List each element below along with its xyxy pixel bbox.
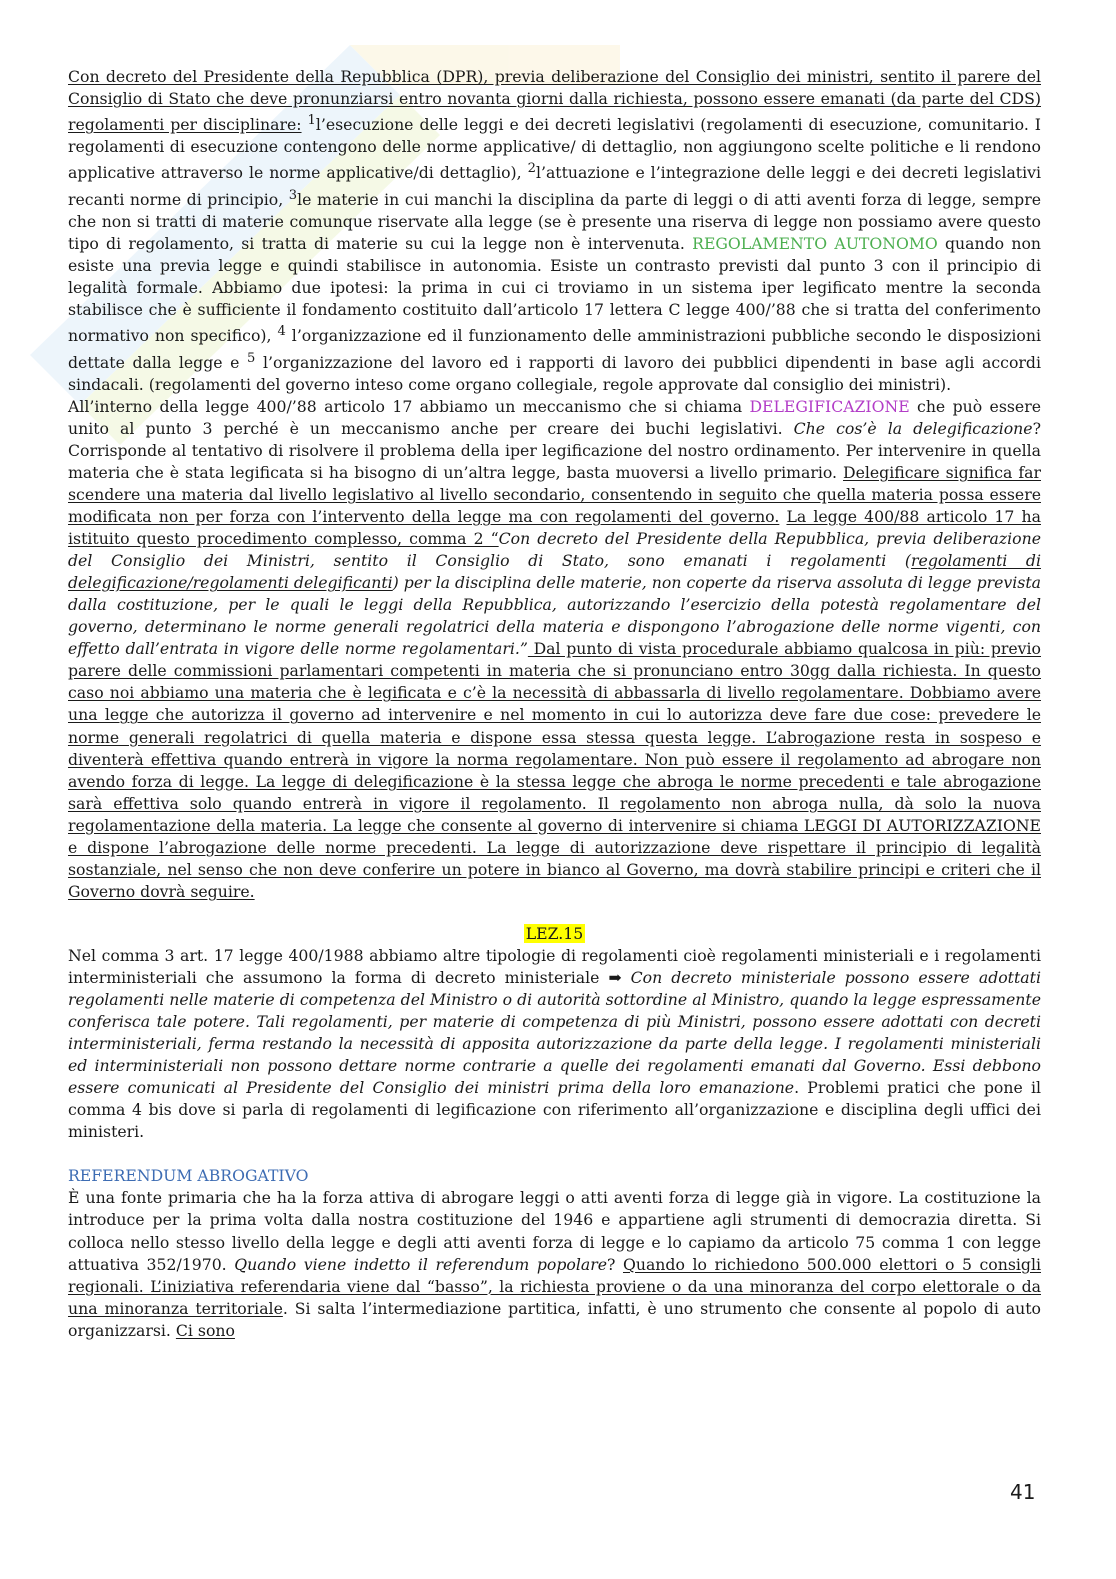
term-regolamento-autonomo: REGOLAMENTO AUTONOMO (692, 234, 938, 254)
text-run: ? (606, 1254, 616, 1274)
text-run: l’organizzazione ed il funzionamento delle amministrazioni pubbliche secondo le disposizioni dettate dalla legge e (68, 326, 1041, 372)
underlined-text: Ci sono (175, 1320, 235, 1340)
paragraph-delegificazione (68, 396, 1041, 903)
footnote-marker: 3 (288, 187, 298, 203)
question-italic: Quando viene indetto il referendum popolare (234, 1254, 607, 1274)
footnote-marker: 5 (247, 350, 256, 366)
footnote-marker: 4 (277, 324, 286, 340)
paragraph-regolamenti (68, 66, 1041, 396)
text-run: Nel comma 3 art. 17 legge 400/1988 abbiamo altre tipologie di regolamenti cioè regolamenti ministeriali e i regolamenti interministeriali che assumono la forma di decreto ministeriale (68, 945, 1041, 987)
footnote-marker: 1 (307, 113, 316, 129)
text-run: l’organizzazione del lavoro ed i rapporti di lavoro dei pubblici dipendenti in base agli accordi sindacali. (regolamenti del governo inteso come organo collegiale, regole approvate dal consiglio dei ministri). (68, 352, 1041, 394)
text-run: All’interno della legge 400/’88 articolo 17 abbiamo un meccanismo che si chiama (68, 396, 743, 416)
quote-italic: Con decreto del Presidente della Repubblica, previa deliberazione del Consiglio dei Ministri, sentito il Consiglio di Stato, sono emanati i regolamenti ( (68, 529, 1042, 571)
document-page (68, 66, 1041, 1342)
text-run: che può essere unito al punto 3 perché è un meccanismo anche per creare dei buchi legislativi. (68, 396, 1041, 438)
quote-italic-underlined: regolamenti di delegificazione/regolamenti delegificanti (68, 551, 1041, 593)
question-italic: delegificazione (913, 418, 1033, 438)
arrow-icon: ➡ (608, 968, 622, 987)
quote-italic: ) per la disciplina delle materie, non coperte da riserva assoluta di legge prevista dalla costituzione, per le quali le leggi della Repubblica, autorizzando l’esercizio della potestà regolamentare del governo, determinano le norme generali regolatrici della materia e dispongono l’abrogazione delle norme vigenti, con effetto dall’entrata in vigore delle norme regolamentari.” (68, 573, 1041, 659)
lesson-heading (68, 923, 1041, 945)
underlined-text: Dal punto di vista procedurale abbiamo qualcosa in più: previo parere delle commissioni parlamentari competenti in materia che si pronunciano entro 30gg dalla richiesta. In questo caso noi abbiamo una materia che è legificata e c’è la necessità di abbassarla di livello regolamentare. Dobbiamo avere una legge che autorizza il governo ad intervenire e nel momento in cui lo autorizza deve fare due cose: prevedere le norme generali regolatrici di quella materia e dispone essa stessa questa legge. L’abrogazione resta in sospeso e diventerà effettiva quando entrerà in vigore la norma regolamentare. Non può essere il regolamento ad abrogare non avendo forza di legge. La legge di delegificazione è la stessa legge che abroga le norme precedenti e tale abrogazione sarà effettiva solo quando entrerà in vigore il regolamento. Il regolamento non abroga nulla, dà solo la nuova regolamentazione della materia. La legge che consente al governo di intervenire si chiama LEGGI DI AUTORIZZAZIONE e dispone l’abrogazione delle norme precedenti. La legge di autorizzazione deve rispettare il principio di legalità sostanziale, nel senso che non deve conferire un potere in bianco al Governo, ma dovrà stabilire principi e criteri che il Governo dovrà seguire. (68, 639, 1041, 901)
term-delegificazione: DELEGIFICAZIONE (749, 396, 910, 416)
text-run: l’attuazione e l’integrazione delle leggi e dei decreti legislativi recanti norme di principio, (68, 163, 1041, 209)
paragraph-referendum (68, 1187, 1041, 1341)
underlined-text: Delegificare significa far scendere una materia dal livello legislativo al livello secondario, consentendo in seguito che quella materia possa essere modificata non per forza con l’intervento della legge ma con regolamenti del governo. (68, 462, 1041, 527)
text-run: quando non esiste una previa legge e quindi stabilisce in autonomia. Esiste un contrasto previsti dal punto 3 con il principio di legalità formale. Abbiamo due ipotesi: la prima in cui ci troviamo in un sistema iper legificato mentre la seconda stabilisce che è sufficiente il fondamento costituito dall’articolo 17 lettera C legge 400/’88 che si tratta del conferimento normativo non specifico), (68, 234, 1042, 346)
text-run: È una fonte primaria che ha la forza attiva di abrogare leggi o atti aventi forza di legge già in vigore. La costituzione la introduce per la prima volta dalla nostra costituzione del 1946 e appartiene agli strumenti di democrazia diretta. Si colloca nello stesso livello della legge e degli atti aventi forza di legge e lo capiamo da articolo 75 comma 1 con legge attuativa 352/1970. (68, 1188, 1041, 1274)
section-title-referendum: REFERENDUM ABROGATIVO (68, 1166, 309, 1186)
footnote-marker: 2 (527, 161, 536, 177)
underlined-text: Quando lo richiedono 500.000 elettori o 5 consigli regionali. L’iniziativa referendaria viene dal “basso”, la richiesta proviene o da una minoranza del corpo elettorale o da una minoranza territoriale (68, 1254, 1041, 1318)
text-run: le materie in cui manchi la disciplina da parte di leggi o di atti aventi forza di legge, sempre che non si tratti di materie comunque riservate alla legge (se è presente una riserva di legge non possiamo avere questo tipo di regolamento, si tratta di materie su cui la legge non è intervenuta. (68, 189, 1041, 254)
quote-italic: Con decreto ministeriale possono essere adottati regolamenti nelle materie di competenza del Ministro o di autorità sottordine al Ministro, quando la legge espressamente conferisca tale potere. Tali regolamenti, per materie di competenza di più Ministri, possono essere adottati con decreti interministeriali, ferma restando la necessità di apposita autorizzazione da parte della legge. I regolamenti ministeriali ed interministeriali non possono dettare norme contrarie a quelle dei regolamenti emanati dal Governo. Essi debbono essere comunicati al Presidente del Consiglio dei ministri prima della loro emanazione (68, 968, 1041, 1098)
text-run: l’esecuzione delle leggi e dei decreti legislativi (regolamenti di esecuzione, comunitario. I regolamenti di esecuzione contengono delle norme applicative/ di dettaglio, non aggiungono scelte politiche e li rendono applicative attraverso le norme applicative/di dettaglio), (68, 115, 1041, 183)
page-number: 41 (1010, 1480, 1036, 1504)
question-italic: Che cos’è la (793, 418, 903, 438)
text-run: Con decreto del Presidente della Repubblica (DPR), previa deliberazione del Consiglio dei ministri, sentito il parere del Consiglio di Stato che deve pronunziarsi entro novanta giorni dalla richiesta, possono essere emanati (da parte del CDS) regolamenti per disciplinare: (68, 67, 1041, 135)
paragraph-regolamenti-ministeriali (68, 945, 1041, 1143)
text-run: . Problemi pratici che pone il comma 4 bis dove si parla di regolamenti di legificazione con riferimento all’organizzazione e disciplina degli uffici dei ministeri. (68, 1078, 1041, 1142)
text-run: ? Corrisponde al tentativo di risolvere il problema della iper legificazione del nostro ordinamento. Per intervenire in quella materia che è stata legificata si ha bisogno di un’altra legge, basta muoversi a livello primario. (68, 418, 1041, 482)
lesson-heading-label: LEZ.15 (525, 923, 584, 943)
text-run: . Si salta l’intermediazione partitica, infatti, è uno strumento che consente al popolo di auto organizzarsi. (68, 1298, 1041, 1340)
underlined-text: La legge 400/88 articolo 17 ha istituito questo procedimento complesso, comma 2 “ (68, 507, 1041, 549)
